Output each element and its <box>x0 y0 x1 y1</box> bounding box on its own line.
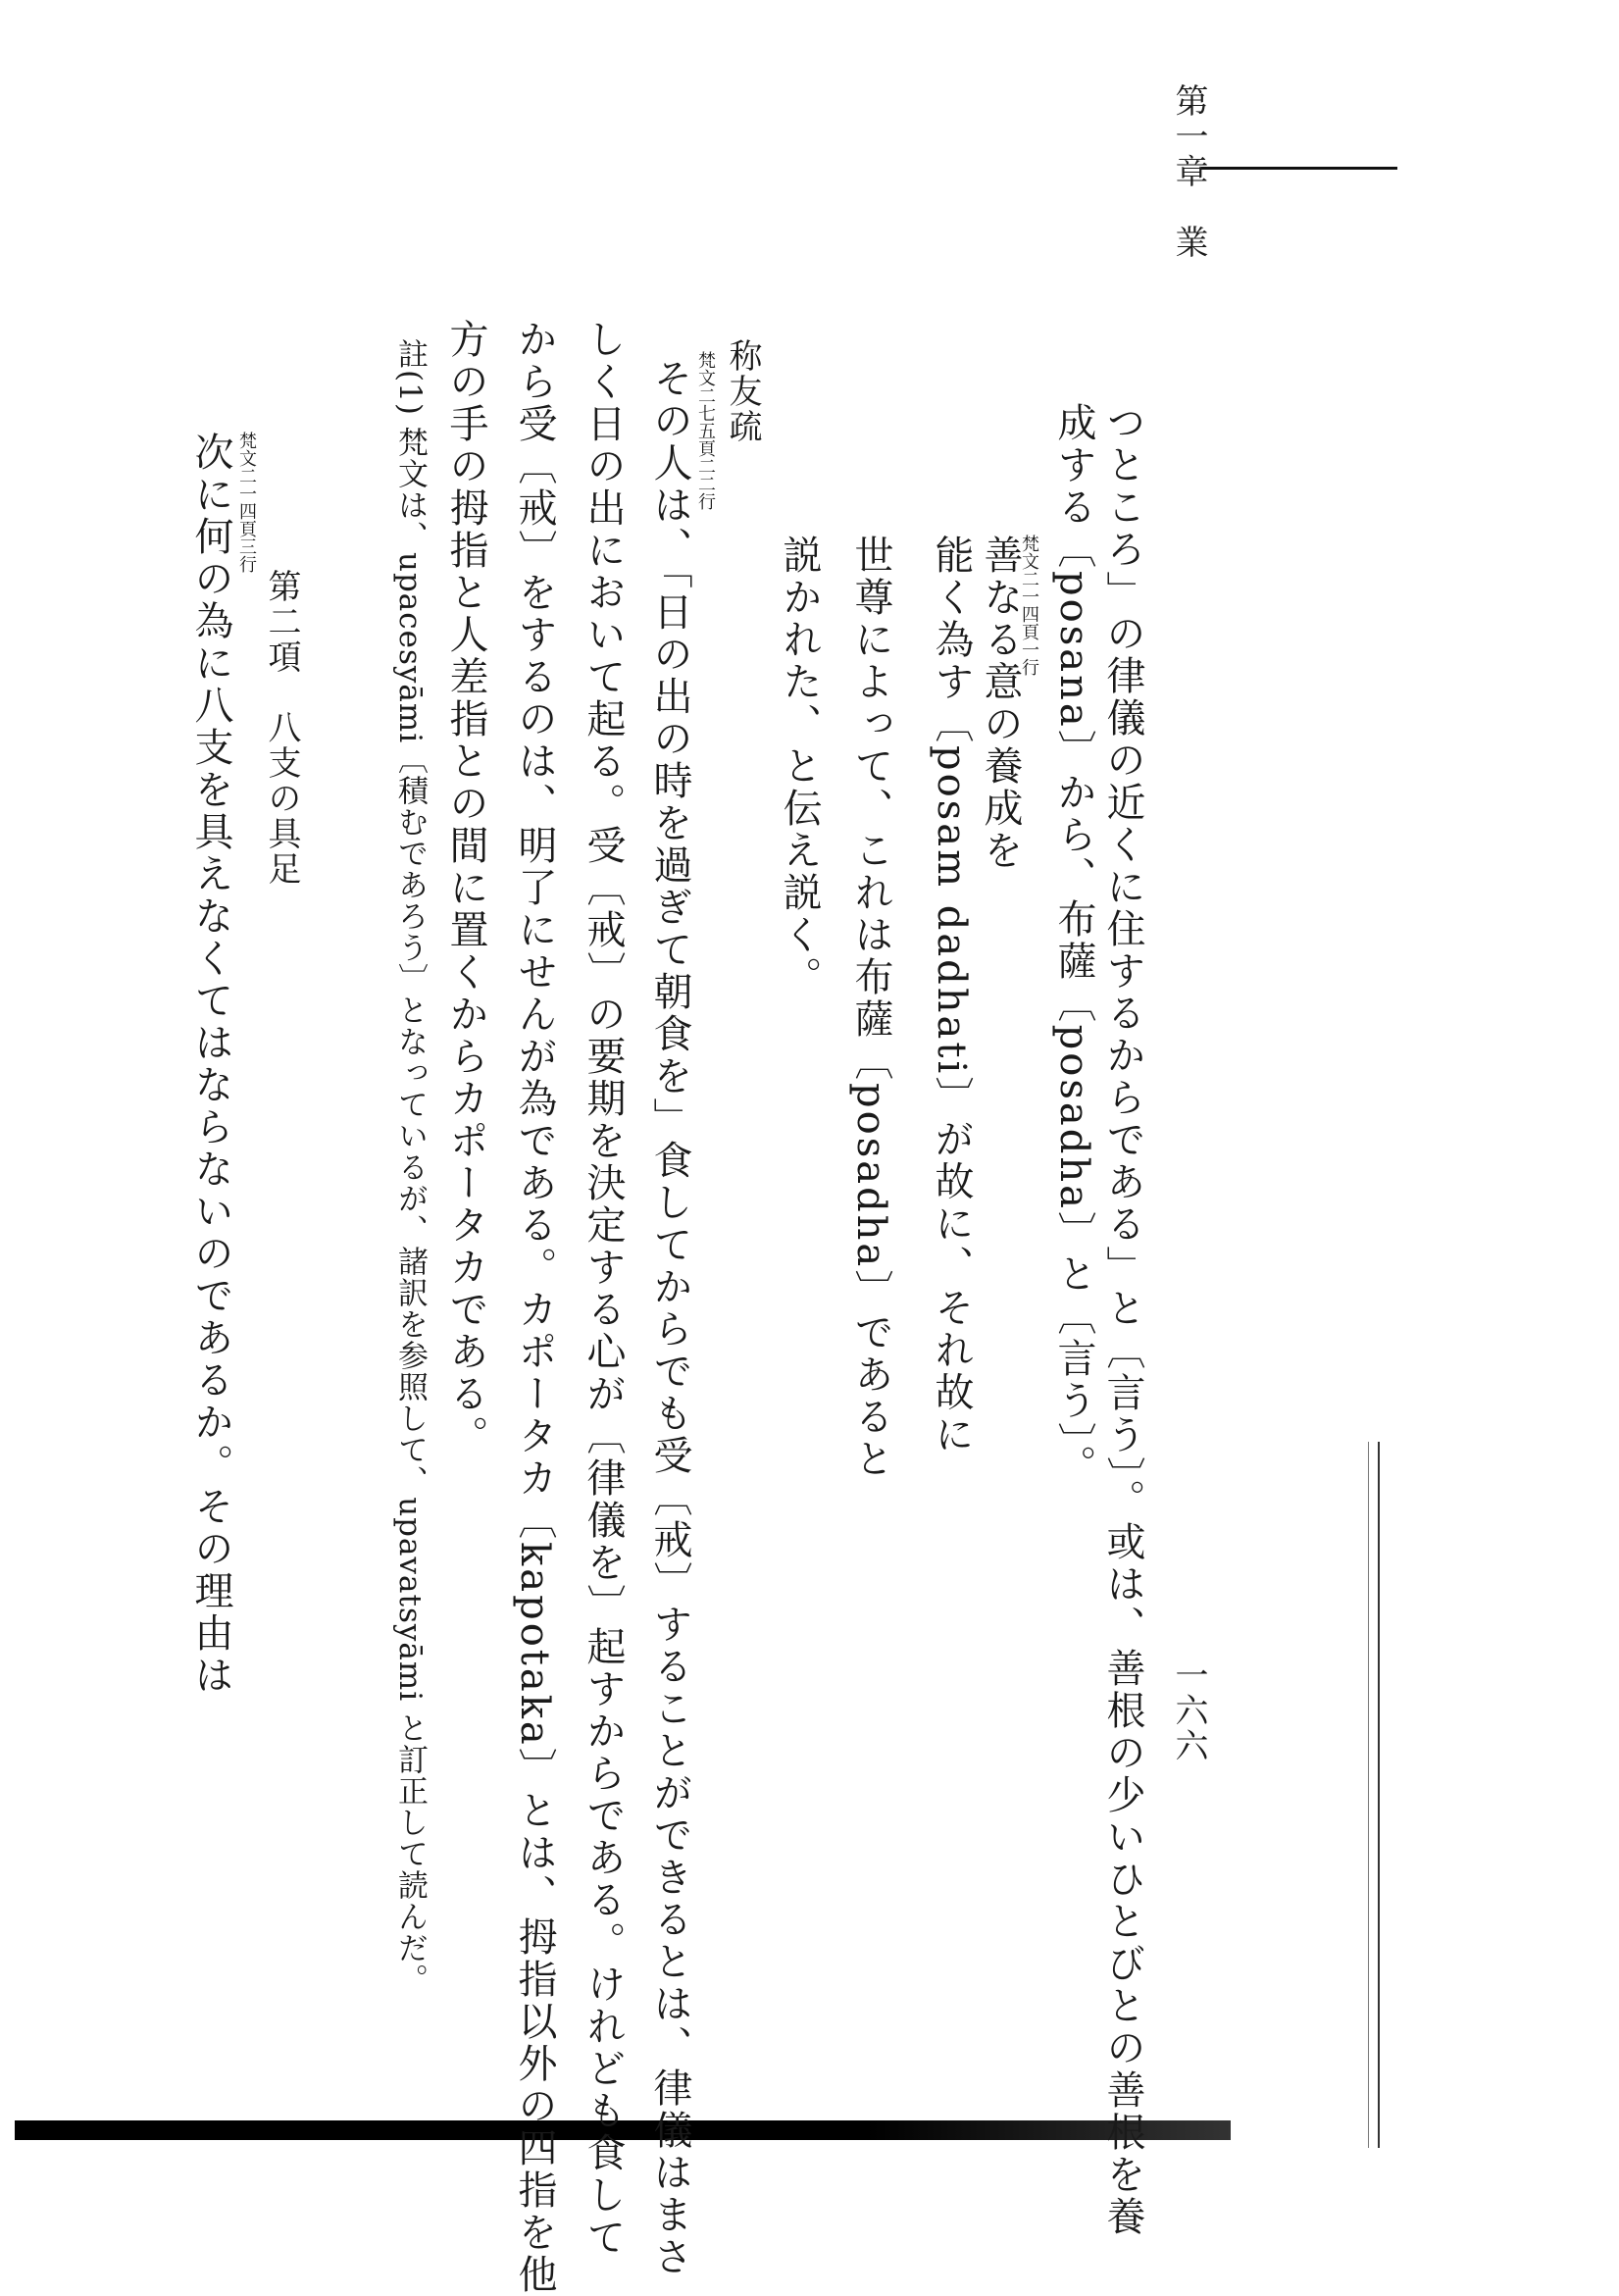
chapter-title: 第一章 業 <box>1169 83 1208 260</box>
block1-line6: 説かれた、と伝え説く。 <box>777 535 822 998</box>
page-number: 一六六 <box>1169 1658 1208 1763</box>
right-margin-line-1 <box>1378 1442 1380 2148</box>
block1-line4: 能く為す〔posam dadhati〕が故に、それ故に <box>929 535 974 1456</box>
block2-line1: その人は、「日の出の時を過ぎて朝食を」食してからでも受〔戒〕することができるとは、律儀はまさ <box>647 358 692 2278</box>
block3-line1: 次に何の為に八支を具えなくてはならないのであるか。その理由は <box>188 432 233 1697</box>
block2-ref: 梵文二七五頁二二行 <box>695 351 716 510</box>
block2-line4: 方の手の拇指と人差指との間に置くからカポータカである。 <box>443 319 488 1457</box>
block1-ref: 梵文二一四頁一行 <box>1019 535 1039 676</box>
block2-line3: から受〔戒〕をするのは、明了にせんが為である。カポータカ〔kapotaka〕とは、拇指以外の四指を他 <box>512 319 557 2296</box>
block1-line5: 世尊によって、これは布薩〔posadha〕であると <box>848 535 893 1481</box>
block1-line2: 成する〔posana〕から、布薩〔posadha〕と〔言う〕。 <box>1051 402 1096 1487</box>
note-text: 梵文は、upacesyāmi〔積むであろう〕となっているが、諸訳を参照して、upavatsyāmi と訂正して読んだ。 <box>392 427 428 1996</box>
top-rule <box>1201 167 1397 170</box>
block1-line3: 善なる意の養成を <box>978 535 1023 872</box>
block1-line1: つところ」の律儀の近くに住するからである」と〔言う〕。或は、善根の少いひとびとの善根を養 <box>1100 402 1145 2238</box>
block3-ref: 梵文二一四頁三行 <box>236 432 257 573</box>
block2-line2: しく日の出において起る。受〔戒〕の要期を決定する心が〔律儀を〕起すからである。けれども食して <box>581 319 626 2259</box>
section-heading: 第二項 八支の具足 <box>262 569 301 887</box>
note-label: 註(1) <box>392 338 428 416</box>
block2-source: 称友疏 <box>723 338 762 444</box>
right-margin-line-2 <box>1368 1442 1369 2148</box>
